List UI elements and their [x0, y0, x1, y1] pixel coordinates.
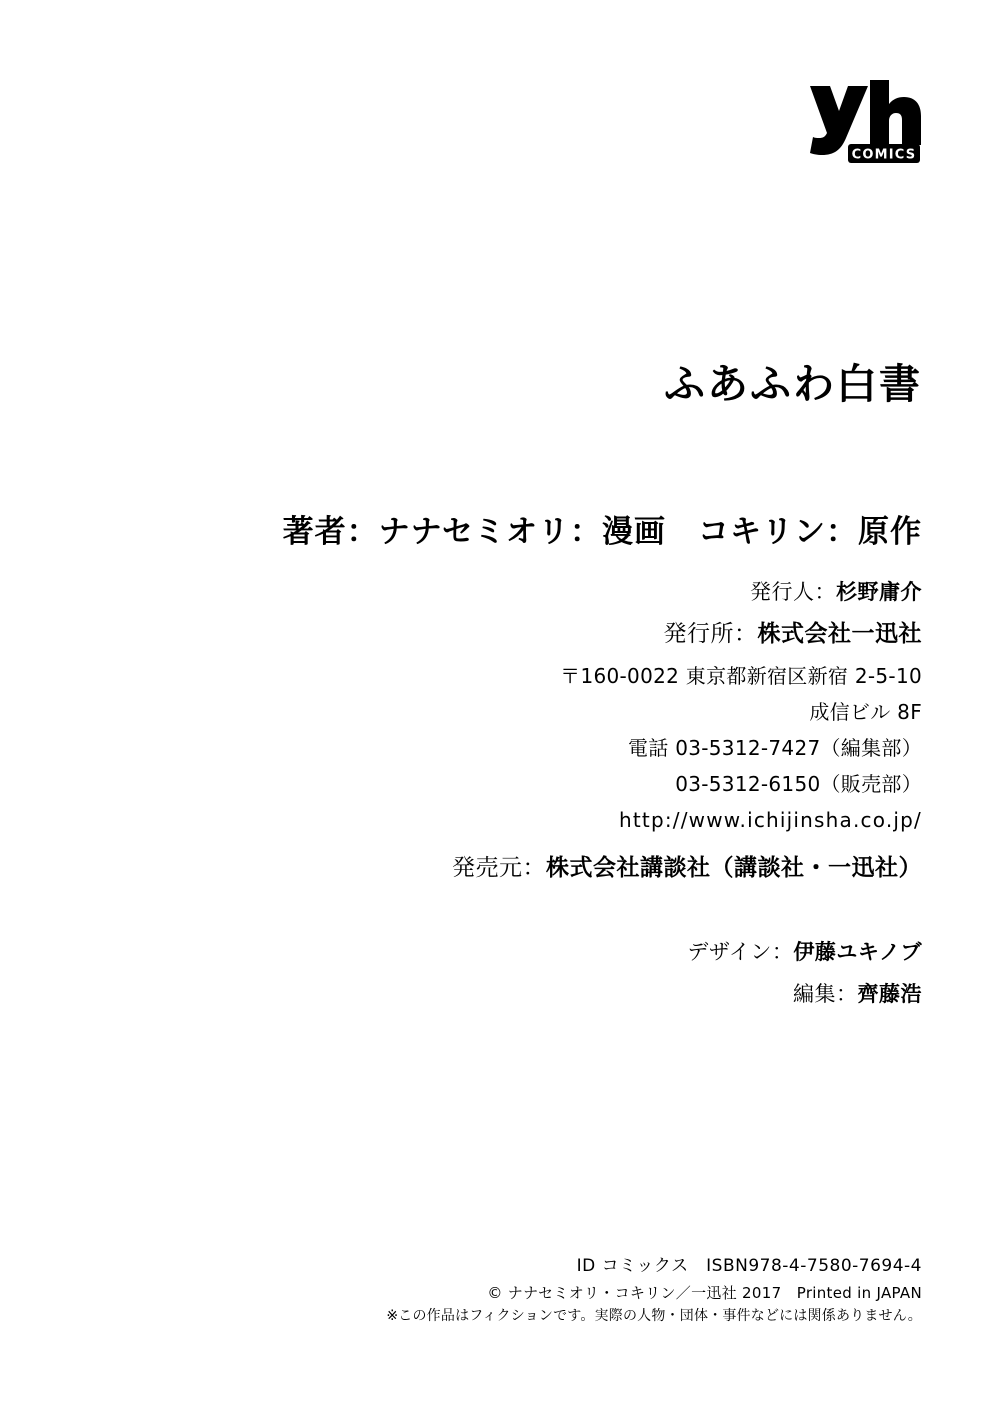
publisher-person-line	[78, 577, 922, 608]
title-block	[664, 360, 922, 409]
design-value: 伊藤ユキノブ	[793, 940, 922, 965]
telephone-line-2: 03-5312-6150（販売部）	[675, 771, 922, 796]
publisher-person-value: 杉野庸介	[836, 579, 922, 604]
publisher-person-label: 発行人：	[750, 579, 836, 604]
design-label: デザイン：	[687, 940, 794, 965]
seller-line	[78, 851, 922, 885]
editor-label: 編集：	[793, 981, 858, 1006]
address-line-1: 〒160-0022 東京都新宿区新宿 2-5-10	[560, 663, 922, 688]
isbn-line: ID コミックス ISBN978-4-7580-7694-4	[576, 1256, 922, 1277]
section-spacer	[78, 885, 922, 937]
disclaimer-line: ※この作品はフィクションです。実際の人物・団体・事件などには関係ありません。	[386, 1307, 922, 1324]
editor-value: 齊藤浩	[857, 981, 922, 1006]
editor-line	[78, 979, 922, 1010]
publisher-value: 株式会社一迅社	[757, 621, 922, 648]
telephone-line-1: 電話 03-5312-7427（編集部）	[627, 735, 922, 760]
seller-value: 株式会社講談社（講談社・一迅社）	[546, 854, 922, 881]
design-line	[78, 937, 922, 968]
colophon-details	[78, 510, 922, 1010]
footer-block	[386, 1253, 922, 1327]
yh-comics-logo	[804, 78, 922, 166]
copyright-line: © ナナセミオリ・コキリン／一迅社 2017 Printed in JAPAN	[487, 1283, 922, 1302]
publisher-url[interactable]: http://www.ichijinsha.co.jp/	[619, 807, 922, 832]
author-line	[78, 510, 922, 555]
author-value: ナナセミオリ：漫画 コキリン：原作	[378, 514, 922, 550]
publisher-line	[78, 617, 922, 651]
author-label: 著者：	[282, 514, 379, 550]
publisher-label: 発行所：	[663, 621, 758, 648]
svg-text:COMICS: COMICS	[851, 147, 917, 163]
address-line-2: 成信ビル 8F	[809, 699, 922, 724]
book-title: ふあふわ白書	[664, 360, 922, 408]
seller-label: 発売元：	[452, 854, 546, 881]
